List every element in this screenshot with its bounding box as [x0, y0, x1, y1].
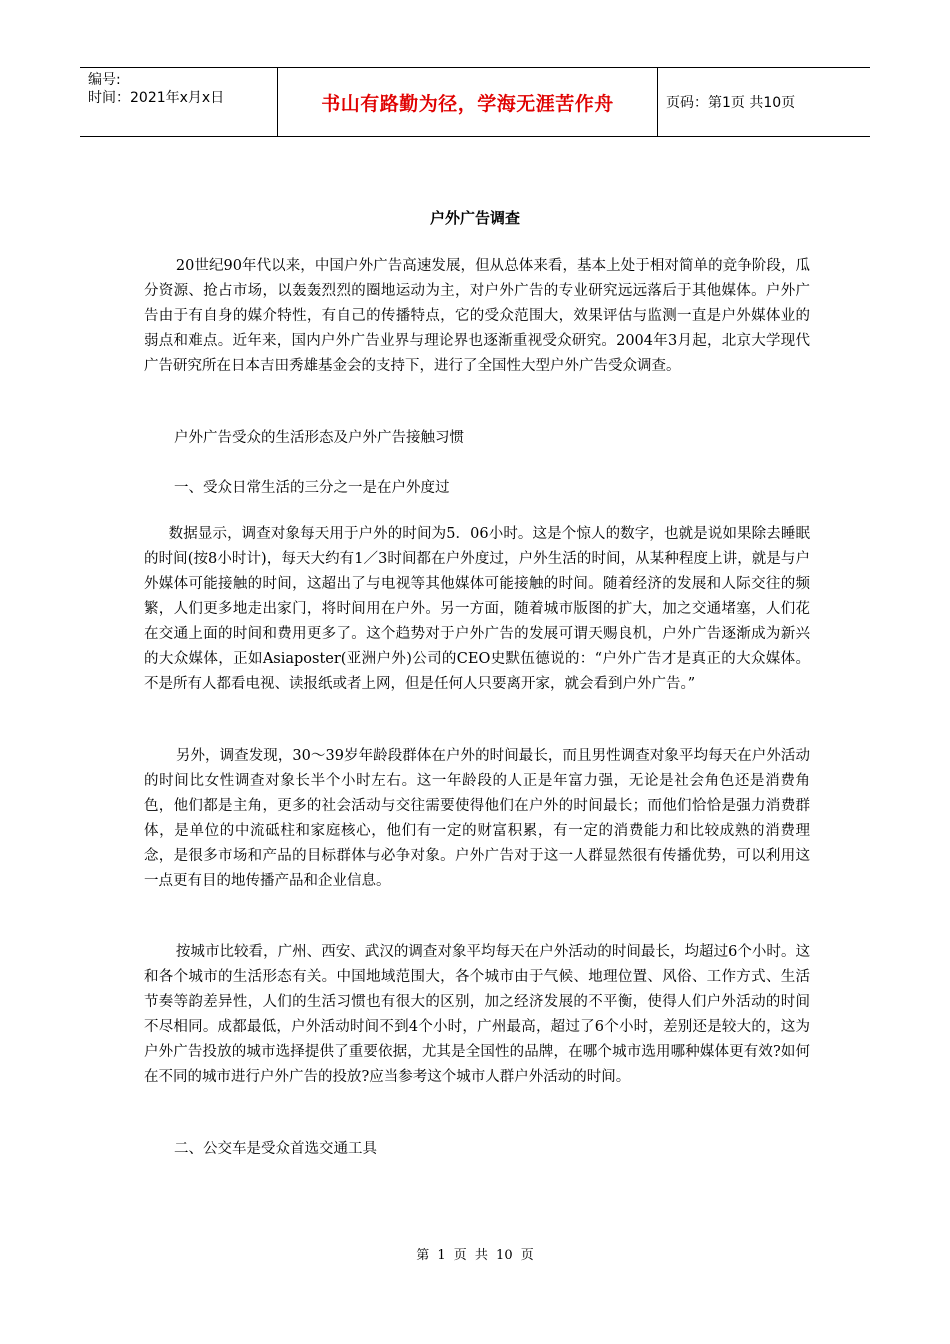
header-page-info: 页码：第1页 共10页: [666, 95, 796, 111]
section-heading: 户外广告受众的生活形态及户外广告接触习惯: [174, 430, 464, 446]
paragraph-outdoor-time: 数据显示，调查对象每天用于户外的时间为5．06小时。这是个惊人的数字，也就是说如果除去睡眠的时间(按8小时计)，每天大约有1／3时间都在户外度过，户外生活的时间，从某种程度上讲，就是与户外媒体可能接触的时间，这超出了与电视等其他媒体可能接触的时间。随着经济的发展和人际交往的频繁，人们更多地走出家门，将时间用在户外。另一方面，随着城市版图的扩大，加之交通堵塞，人们花在交通上面的时间和费用更多了。这个趋势对于户外广告的发展可谓天赐良机，户外广告逐渐成为新兴的大众媒体，正如Asiaposter(亚洲户外)公司的CEO史默伍德说的：“户外广告才是真正的大众媒体。不是所有人都看电视、读报纸或者上网，但是任何人只要离开家，就会看到户外广告。”: [144, 526, 810, 692]
document-number-label: 编号:: [88, 72, 121, 88]
subheading-2: 二、公交车是受众首选交通工具: [174, 1141, 377, 1157]
paragraph-age-group: 另外，调查发现，30～39岁年龄段群体在户外的时间最长，而且男性调查对象平均每天在户外活动的时间比女性调查对象长半个小时左右。这一年龄段的人正是年富力强，无论是社会角色还是消费角色，他们都是主角，更多的社会活动与交往需要使得他们在户外的时间最长；而他们恰恰是强力消费群体，是单位的中流砥柱和家庭核心，他们有一定的财富积累，有一定的消费能力和比较成熟的消费理念，是很多市场和产品的目标群体与必争对象。户外广告对于这一人群显然很有传播优势，可以利用这一点更有目的地传播产品和企业信息。: [144, 748, 810, 889]
header-motto: 书山有路勤为径，学海无涯苦作舟: [321, 92, 614, 115]
header-page-cell: [658, 68, 870, 136]
header-meta-cell: [80, 68, 278, 136]
document-title: 户外广告调查: [429, 209, 520, 227]
page-header: [80, 67, 870, 137]
page-footer: 第 1 页 共 10 页: [416, 1248, 534, 1263]
paragraph-city-comparison: 按城市比较看，广州、西安、武汉的调查对象平均每天在户外活动的时间最长，均超过6个小时。这和各个城市的生活形态有关。中国地域范围大，各个城市由于气候、地理位置、风俗、工作方式、生活节奏等韵差异性，人们的生活习惯也有很大的区别，加之经济发展的不平衡，使得人们户外活动的时间不尽相同。成都最低，户外活动时间不到4个小时，广州最高，超过了6个小时，差别还是较大的，这为户外广告投放的城市选择提供了重要依据，尤其是全国性的品牌，在哪个城市选用哪种媒体更有效?如何在不同的城市进行户外广告的投放?应当参考这个城市人群户外活动的时间。: [144, 944, 810, 1085]
paragraph-intro: 20世纪90年代以来，中国户外广告高速发展，但从总体来看，基本上处于相对简单的竞争阶段，瓜分资源、抢占市场，以轰轰烈烈的圈地运动为主，对户外广告的专业研究远远落后于其他媒体。户外广告由于有自身的媒介特性，有自己的传播特点，它的受众范围大，效果评估与监测一直是户外媒体业的弱点和难点。近年来，国内户外广告业界与理论界也逐渐重视受众研究。2004年3月起，北京大学现代广告研究所在日本吉田秀雄基金会的支持下，进行了全国性大型户外广告受众调查。: [144, 258, 810, 374]
document-date: 时间：2021年x月x日: [88, 90, 225, 106]
subheading-1: 一、受众日常生活的三分之一是在户外度过: [174, 480, 450, 496]
header-motto-cell: [278, 68, 658, 136]
